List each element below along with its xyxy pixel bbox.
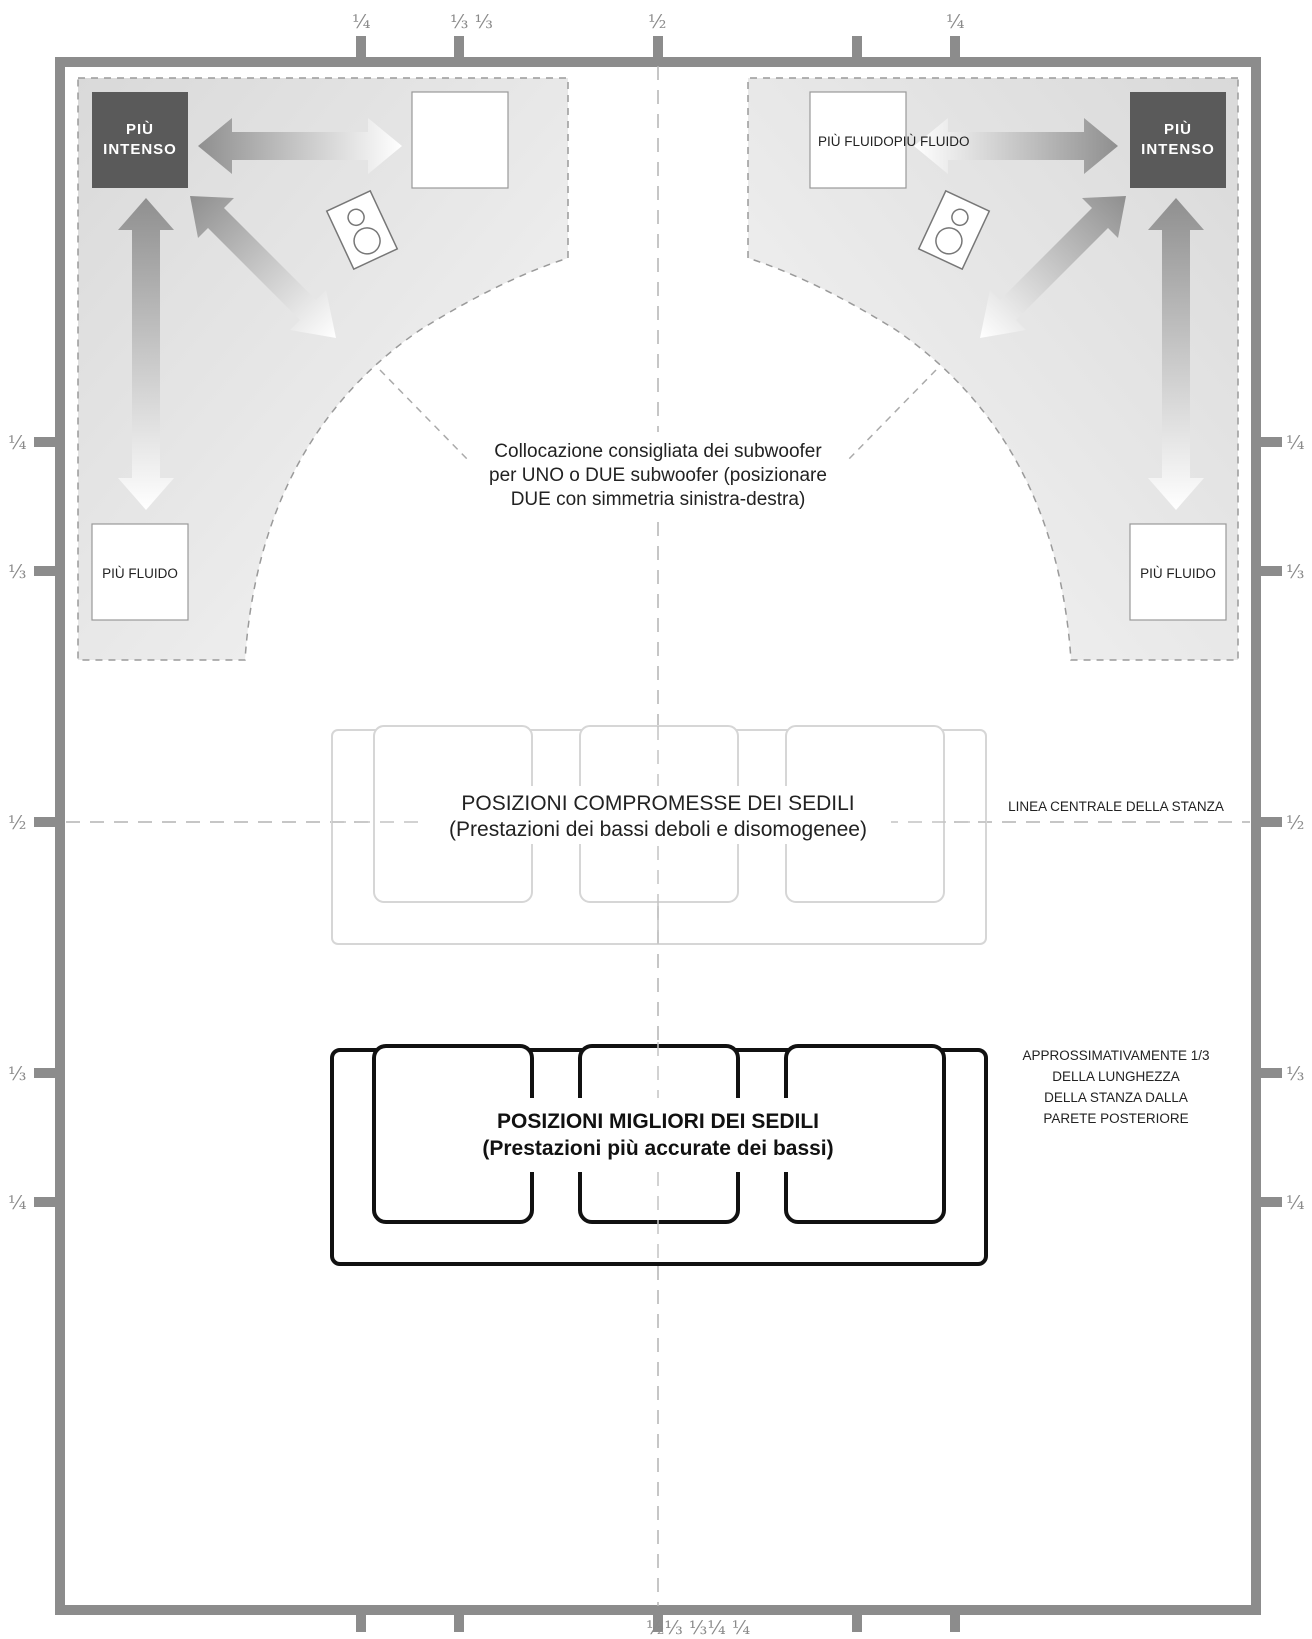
right-tick-label-third-top: ⅓	[1286, 561, 1305, 583]
left-intense-box	[92, 92, 188, 188]
left-intense-label-line2: INTENSO	[103, 141, 177, 158]
placement-caption-line3: DUE con simmetria sinistra-destra)	[510, 489, 806, 510]
best-seats-title: POSIZIONI MIGLIORI DEI SEDILI	[496, 1110, 820, 1133]
best-seats-subtitle: (Prestazioni più accurate dei bassi)	[482, 1137, 834, 1160]
left-tick-label-half: ½	[8, 812, 27, 834]
right-tick-label-quarter-top: ¼	[1286, 432, 1305, 454]
right-bottom-smooth-label: PIÙ FLUIDO	[1140, 566, 1216, 581]
right-diagonal-dash	[848, 370, 936, 460]
left-diagonal-dash	[380, 370, 468, 460]
right-intense-label-line1: PIÙ	[1163, 121, 1193, 138]
third-note-line2: DELLA LUNGHEZZA	[1052, 1069, 1180, 1084]
third-note-line4: PARETE POSTERIORE	[1043, 1111, 1189, 1126]
left-tick-label-quarter-bottom: ¼	[8, 1192, 27, 1214]
left-tick-label-third-bottom: ⅓	[8, 1063, 27, 1085]
third-note-line1: APPROSSIMATIVAMENTE 1/3	[1022, 1048, 1210, 1063]
center-line-label: LINEA CENTRALE DELLA STANZA	[1008, 799, 1224, 814]
bottom-tick-labels: ½⅓ ⅓¼ ¼	[646, 1617, 751, 1639]
placement-caption-line1: Collocazione consigliata dei subwoofer	[494, 441, 822, 462]
top-tick-label-quarter-right: ¼	[946, 11, 965, 33]
left-tick-label-quarter-top: ¼	[8, 432, 27, 454]
left-intense-label-line1: PIÙ	[125, 121, 155, 138]
top-tick-label-half: ½	[648, 11, 667, 33]
left-top-smooth-box	[412, 92, 508, 188]
compromise-seats-subtitle: (Prestazioni dei bassi deboli e disomogenee)	[449, 818, 867, 841]
third-note-line3: DELLA STANZA DALLA	[1044, 1090, 1188, 1105]
right-tick-label-third-bottom: ⅓	[1286, 1063, 1305, 1085]
top-tick-label-quarter-left: ¼	[352, 11, 371, 33]
left-tick-label-third-top: ⅓	[8, 561, 27, 583]
left-bottom-smooth-label: PIÙ FLUIDO	[102, 566, 178, 581]
compromise-seats-title: POSIZIONI COMPROMESSE DEI SEDILI	[461, 792, 855, 815]
right-intense-box	[1130, 92, 1226, 188]
right-tick-label-quarter-bottom: ¼	[1286, 1192, 1305, 1214]
top-tick-label-thirds: ⅓ ⅓	[450, 11, 493, 33]
right-top-smooth-label: PIÙ FLUIDOPIÙ FLUIDO	[818, 134, 970, 149]
right-intense-label-line2: INTENSO	[1141, 141, 1215, 158]
right-tick-label-half: ½	[1286, 812, 1305, 834]
placement-caption-line2: per UNO o DUE subwoofer (posizionare	[489, 465, 827, 486]
